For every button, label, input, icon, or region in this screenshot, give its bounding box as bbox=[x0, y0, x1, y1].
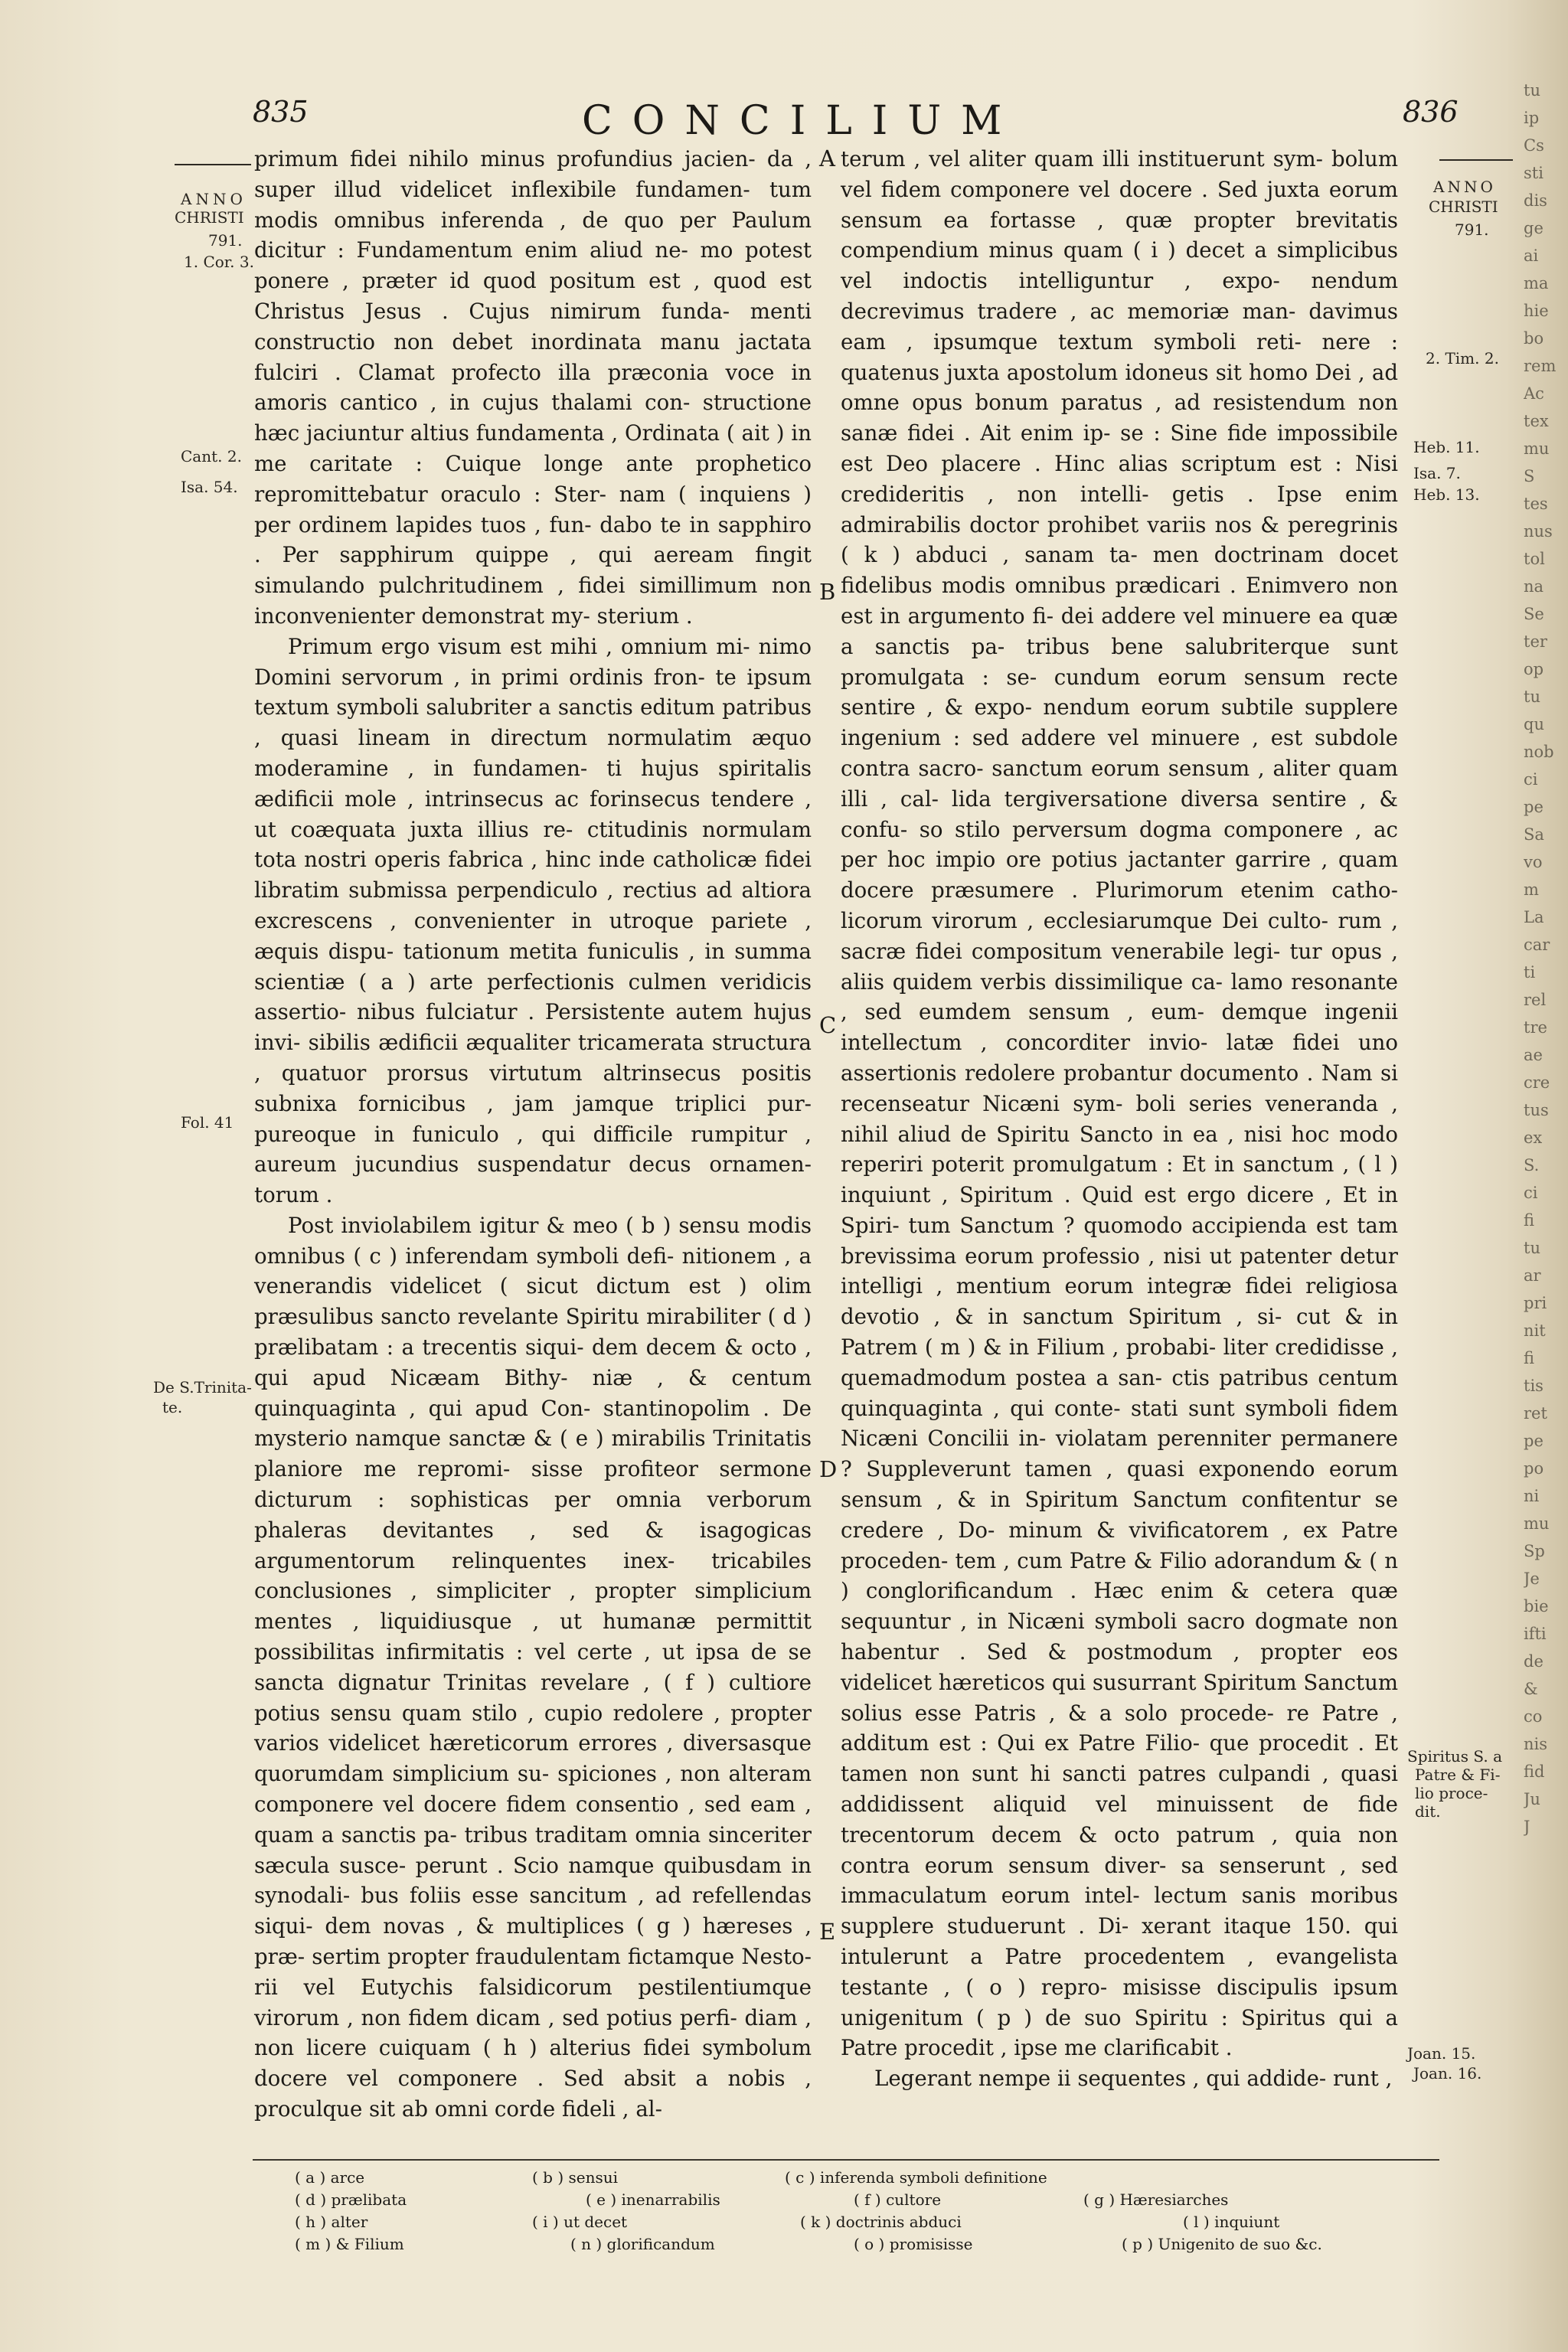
bleed-fragment: Je bbox=[1524, 1570, 1540, 1588]
footnote: ( k ) doctrinis abduci bbox=[800, 2213, 962, 2231]
footnote: ( o ) promisisse bbox=[854, 2235, 973, 2253]
bleed-fragment: Se bbox=[1524, 605, 1544, 623]
bleed-fragment: tu bbox=[1524, 688, 1540, 706]
footnotes bbox=[295, 2167, 1443, 2256]
section-letter-a: A bbox=[819, 145, 835, 172]
bleed-fragment: ret bbox=[1524, 1404, 1547, 1423]
bleed-fragment: tu bbox=[1524, 1239, 1540, 1257]
footnote: ( d ) prælibata bbox=[295, 2190, 407, 2209]
bleed-fragment: ci bbox=[1524, 1184, 1538, 1202]
margin-spiritus-1: Spiritus S. a bbox=[1407, 1747, 1503, 1766]
bleed-fragment: pe bbox=[1524, 1432, 1544, 1450]
bleed-fragment: ai bbox=[1524, 247, 1539, 265]
margin-ref-isa-right: Isa. 7. bbox=[1413, 464, 1461, 482]
margin-ref-isa: Isa. 54. bbox=[181, 478, 238, 496]
page-number-right: 836 bbox=[1403, 95, 1459, 129]
footnote: ( m ) & Filium bbox=[295, 2235, 404, 2253]
bleed-fragment: qu bbox=[1524, 715, 1544, 733]
margin-spiritus-2: Patre & Fi- bbox=[1415, 1766, 1501, 1784]
bleed-fragment: vo bbox=[1524, 853, 1543, 871]
bleed-fragment: tes bbox=[1524, 495, 1548, 513]
section-letter-b: B bbox=[819, 579, 836, 605]
bleed-fragment: Ac bbox=[1524, 384, 1544, 403]
bleed-fragment: mu bbox=[1524, 439, 1550, 458]
footnote: ( i ) ut decet bbox=[532, 2213, 628, 2231]
margin-ref-heb2: Heb. 13. bbox=[1413, 485, 1480, 504]
footnote: ( c ) inferenda symboli definitione bbox=[785, 2168, 1047, 2187]
bleed-fragment: hie bbox=[1524, 302, 1549, 320]
bleed-fragment: op bbox=[1524, 660, 1544, 678]
bleed-fragment: po bbox=[1524, 1459, 1544, 1478]
bleed-fragment: tol bbox=[1524, 550, 1545, 568]
bleed-fragment: dis bbox=[1524, 191, 1547, 210]
bleed-fragment: ti bbox=[1524, 963, 1536, 982]
footnote: ( h ) alter bbox=[295, 2213, 368, 2231]
margin-ref-cor: 1. Cor. 3. bbox=[184, 253, 254, 271]
bleed-fragment: sti bbox=[1524, 164, 1544, 182]
margin-christi-right: CHRISTI bbox=[1429, 198, 1498, 216]
margin-rule-right bbox=[1439, 159, 1513, 161]
bleed-fragment: de bbox=[1524, 1652, 1544, 1671]
bleed-fragment: ifti bbox=[1524, 1625, 1547, 1643]
text-column-right bbox=[841, 144, 1398, 2094]
footnote-row bbox=[295, 2189, 1443, 2211]
running-title: CONCILIUM bbox=[582, 98, 1022, 144]
adjacent-page-edge bbox=[1524, 77, 1568, 2297]
margin-spiritus-4: dit. bbox=[1415, 1802, 1441, 1821]
section-letter-e: E bbox=[819, 1919, 836, 1945]
bleed-fragment: pe bbox=[1524, 798, 1544, 816]
bleed-fragment: J bbox=[1524, 1818, 1530, 1836]
footnote: ( a ) arce bbox=[295, 2168, 365, 2187]
margin-anno-left: ANNO bbox=[181, 190, 247, 208]
bleed-fragment: S bbox=[1524, 467, 1535, 485]
footnote: ( g ) Hæresiarches bbox=[1083, 2190, 1229, 2209]
footnote: ( e ) inenarrabilis bbox=[586, 2190, 720, 2209]
bleed-fragment: ge bbox=[1524, 219, 1544, 237]
paragraph: Legerant nempe ii sequentes , qui addide- runt , bbox=[874, 2066, 1393, 2092]
margin-ref-heb1: Heb. 11. bbox=[1413, 438, 1480, 456]
bleed-fragment: co bbox=[1524, 1707, 1543, 1726]
bleed-fragment: ma bbox=[1524, 274, 1549, 292]
paragraph: Primum ergo visum est mihi , omnium mi- nimo Domini servorum , in primi ordinis fron- te ipsum textum symboli salubriter a sanctis editum patribus , quasi lineam in directum normulatim æquo moderamine , in fundamen- ti hujus spiritalis ædificii mole , intrinsecus ac forinsecus tendere , ut coæquata juxta illius re- ctitudinis normulam tota nostri operis fabrica , hinc inde catholicæ fidei libratim submissa perpendiculo , rectius ad altiora excrescens , convenienter in utroque pariete , æquis dispu- tationum metita funiculis , in summa scientiæ ( a ) arte perfectionis culmen veridicis assertio- nibus fulciatur . Persistente autem hujus invi- sibilis ædificii æqualiter tricamerata structura , quatuor prorsus virtutum altrinsecus positis subnixa fornicibus , jam jamque triplici pur- pureoque in funiculo , qui difficile rumpitur , aureum jucundius suspendatur decus ornamen- torum . bbox=[254, 633, 812, 1208]
margin-ref-joan1: Joan. 15. bbox=[1407, 2044, 1476, 2063]
page-header bbox=[0, 95, 1568, 149]
section-letter-c: C bbox=[819, 1012, 837, 1038]
margin-year-right: 791. bbox=[1455, 220, 1489, 239]
bleed-fragment: bie bbox=[1524, 1597, 1549, 1615]
bleed-fragment: Cs bbox=[1524, 136, 1544, 155]
bleed-fragment: tu bbox=[1524, 81, 1540, 100]
margin-de-trinitate-2: te. bbox=[162, 1398, 183, 1416]
bleed-fragment: nis bbox=[1524, 1735, 1548, 1753]
footnote: ( l ) inquiunt bbox=[1183, 2213, 1280, 2231]
bleed-fragment: ni bbox=[1524, 1487, 1540, 1505]
paragraph: terum , vel aliter quam illi instituerunt sym- bolum vel fidem componere vel docere . Sed juxta eorum sensum ea fortasse , quæ propter brevitatis compendium minus quam ( i ) decet a simplicibus vel indoctis intelliguntur , expo- nendum decrevimus tradere , ac memoriæ man- davimus eam , ipsumque textum symboli reti- nere : quatenus juxta apostolum idoneus sit homo Dei , ad omne opus bonum paratus , ad resistendum non sanæ fidei . Ait enim ip- se : Sine fide impossibile est Deo placere . Hinc alias scriptum est : Nisi credideritis , non intelli- getis . Ipse enim admirabilis doctor prohibet variis nos & peregrinis ( k ) abduci , sanam ta- men doctrinam docet fidelibus modis omnibus prædicari . Enimvero non est in argumento fi- dei addere vel minuere ea quæ a sanctis pa- tribus bene salubriterque sunt promulgata : se- cundum eorum sensum recte sentire , & expo- nendum eorum subtile supplere ingenium : sed addere vel minuere , est subdole contra sacro- sanctum eorum sensum , aliter quam illi , cal- lida tergiversatione diversa sentire , & confu- so stilo perversum dogma componere , ac per hoc impio ore potius jactanter garrire , quam docere præsumere . Plurimorum etenim catho- licorum virorum , ecclesiarumque Dei culto- rum , sacræ fidei compositum venerabile legi- tur opus , aliis quidem verbis dissimilique ca- lamo resonante , sed eumdem sensum , eum- demque ingenii intellectum , concorditer invio- latæ fidei uno assertionis redolere probantur documento . Nam si recenseatur Nicæni sym- boli series veneranda , nihil aliud de Spiritu Sancto in ea , nisi hoc modo reperiri poterit promulgatum : Et in sanctum , ( l ) inquiunt , Spiritum . Quid est ergo dicere , Et in Spiri- tum Sanctum ? quomodo accipienda est tam brevissima eorum professio , nisi ut patenter detur intelligi , mentium eorum integræ fidei religiosa devotio , & in sanctum Spiritum , si- cut & in Patrem ( m ) & in Filium , probabi- liter credidisse , quemadmodum postea a san- ctis patribus centum quinquaginta , qui conte- stati sunt symboli fidem Nicæni Concilii in- violatam perenniter permanere ? Suppleverunt tamen , quasi exponendo eorum sensum , & in Spiritum Sanctum confitentur se credere , Do- minum & vivificatorem , ex Patre proceden- tem , cum Patre & Filio adorandum & ( n ) conglorificandum . Hæc enim & cetera quæ sequuntur , in Nicæni symboli sacro dogmate non habentur . Sed & postmodum , propter eos videlicet hæreticos qui susurrant Spiritum Sanctum solius esse Patris , & a solo procede- re Patre , additum est : Qui ex Patre Filio- que procedit . Et tamen non sunt hi sancti patres culpandi , quasi addidissent aliquid vel minuissent de fide trecentorum decem & octo patrum , quia non contra eorum sensum diver- sa senserunt , sed immaculatum eorum intel- lectum sanis moribus supplere studuerunt . Di- xerant itaque 150. qui intulerunt a Patre procedentem , evangelista testante , ( o ) repro- misisse discipulis ipsum unigenitum ( p ) de suo Spiritu : Spiritus qui a Patre procedit , ipse me clarificabit . bbox=[841, 146, 1399, 2061]
bleed-fragment: rem bbox=[1524, 357, 1557, 375]
section-letter-d: D bbox=[819, 1456, 838, 1482]
footnote-row bbox=[295, 2233, 1443, 2256]
bleed-fragment: rel bbox=[1524, 991, 1547, 1009]
footnote: ( f ) cultore bbox=[854, 2190, 942, 2209]
paragraph: primum fidei nihilo minus profundius jacien- da , super illud videlicet inflexibile fundamen- tum modis omnibus inferenda , de quo per Paulum dicitur : Fundamentum enim aliud ne- mo potest ponere , præter id quod positum est , quod est Christus Jesus . Cujus nimirum funda- menti constructio non debet inordinata manu jactata fulciri . Clamat profecto illa præconia voce in amoris cantico , in cujus thalami con- structione hæc jaciuntur altius fundamenta , Ordinata ( ait ) in me caritate : Cuique longe ante prophetico repromittebatur oraculo : Ster- nam ( inquiens ) per ordinem lapides tuos , fun- dabo te in sapphiro . Per sapphirum quippe , qui aeream fingit simulando pulchritudinem , fidei simillimum non inconvenienter demonstrat my- sterium . bbox=[254, 146, 812, 629]
bleed-fragment: car bbox=[1524, 936, 1550, 954]
text-column-left bbox=[254, 144, 812, 2125]
margin-rule-left bbox=[175, 164, 251, 165]
bleed-fragment: mu bbox=[1524, 1514, 1550, 1533]
bleed-fragment: ae bbox=[1524, 1046, 1543, 1064]
margin-ref-tim: 2. Tim. 2. bbox=[1426, 349, 1499, 368]
footnote-rule bbox=[253, 2159, 1439, 2161]
bleed-fragment: nit bbox=[1524, 1321, 1546, 1340]
bleed-fragment: na bbox=[1524, 577, 1544, 596]
bleed-fragment: fi bbox=[1524, 1211, 1535, 1230]
footnote: ( p ) Unigenito de suo &c. bbox=[1122, 2235, 1322, 2253]
bleed-fragment: bo bbox=[1524, 329, 1544, 348]
page-number-left: 835 bbox=[253, 95, 309, 129]
bleed-fragment: tre bbox=[1524, 1018, 1547, 1037]
bleed-fragment: nob bbox=[1524, 743, 1554, 761]
margin-de-trinitate-1: De S.Trinita- bbox=[153, 1378, 252, 1396]
bleed-fragment: tex bbox=[1524, 412, 1549, 430]
bleed-fragment: La bbox=[1524, 908, 1544, 926]
margin-year-left: 791. bbox=[208, 231, 243, 250]
bleed-fragment: fi bbox=[1524, 1349, 1535, 1367]
margin-spiritus-3: lio proce- bbox=[1415, 1784, 1488, 1802]
footnote: ( n ) glorificandum bbox=[570, 2235, 715, 2253]
bleed-fragment: ex bbox=[1524, 1129, 1543, 1147]
bleed-fragment: tus bbox=[1524, 1101, 1549, 1119]
bleed-fragment: ci bbox=[1524, 770, 1538, 789]
bleed-fragment: m bbox=[1524, 880, 1539, 899]
bleed-fragment: & bbox=[1524, 1680, 1538, 1698]
margin-ref-cant: Cant. 2. bbox=[181, 447, 242, 466]
bleed-fragment: tis bbox=[1524, 1377, 1544, 1395]
margin-anno-right: ANNO bbox=[1433, 178, 1496, 196]
paragraph: Post inviolabilem igitur & meo ( b ) sensu modis omnibus ( c ) inferendam symboli defi- nitionem , a venerandis videlicet ( sicut dictum est ) olim præsulibus sancto revelante Spiritu mirabiliter ( d ) prælibatam : a trecentis siqui- dem decem & octo , qui apud Nicæam Bithy- niæ , & centum quinquaginta , qui apud Con- stantinopolim . De mysterio namque sanctæ & ( e ) mirabilis Trinitatis planiore me repromi- sisse profiteor sermone dicturum : sophisticas per omnia verborum phaleras devitantes , sed & isagogicas argumentorum relinquentes inex- tricabiles conclusiones , simpliciter , propter simplicium mentes , liquidiusque , ut humanæ permittit possibilitas infirmitatis : vel certe , ut ipsa de se sancta dignatur Trinitas revelare , ( f ) cultiore potius sensu quam stilo , cupio redolere , propter varios videlicet hæreticorum errores , diversasque quorumdam simplicium su- spiciones , non alteram componere vel docere fidem consentio , sed eam , quam a sanctis pa- tribus traditam omnia sinceriter sæcula susce- perunt . Scio namque quibusdam in synodali- bus foliis esse sancitum , ad refellendas siqui- dem novas , & multiplices ( g ) hæreses , præ- sertim propter fraudulentam fictamque Nesto- rii vel Eutychis falsidicorum pestilentiumque virorum , non fidem dicam , sed potius perfi- diam , non licere cuiquam ( h ) alterius fidei symbolum docere vel componere . Sed absit a nobis , proculque sit ab omni corde fideli , al- bbox=[254, 1212, 812, 2122]
bleed-fragment: Ju bbox=[1524, 1790, 1540, 1808]
footnote: ( b ) sensui bbox=[532, 2168, 619, 2187]
bleed-fragment: Sp bbox=[1524, 1542, 1545, 1560]
bleed-fragment: ip bbox=[1524, 109, 1540, 127]
bleed-fragment: fid bbox=[1524, 1762, 1545, 1781]
bleed-fragment: Sa bbox=[1524, 825, 1544, 844]
bleed-fragment: pri bbox=[1524, 1294, 1547, 1312]
margin-ref-joan2: Joan. 16. bbox=[1413, 2064, 1482, 2082]
bleed-fragment: cre bbox=[1524, 1073, 1550, 1092]
margin-christi-left: CHRISTI bbox=[175, 208, 244, 227]
footnote-row bbox=[295, 2167, 1443, 2189]
margin-ref-fol: Fol. 41 bbox=[181, 1113, 234, 1132]
bleed-fragment: S. bbox=[1524, 1156, 1540, 1174]
bleed-fragment: nus bbox=[1524, 522, 1553, 541]
bleed-fragment: ar bbox=[1524, 1266, 1541, 1285]
bleed-fragment: ter bbox=[1524, 632, 1547, 651]
footnote-row bbox=[295, 2211, 1443, 2233]
